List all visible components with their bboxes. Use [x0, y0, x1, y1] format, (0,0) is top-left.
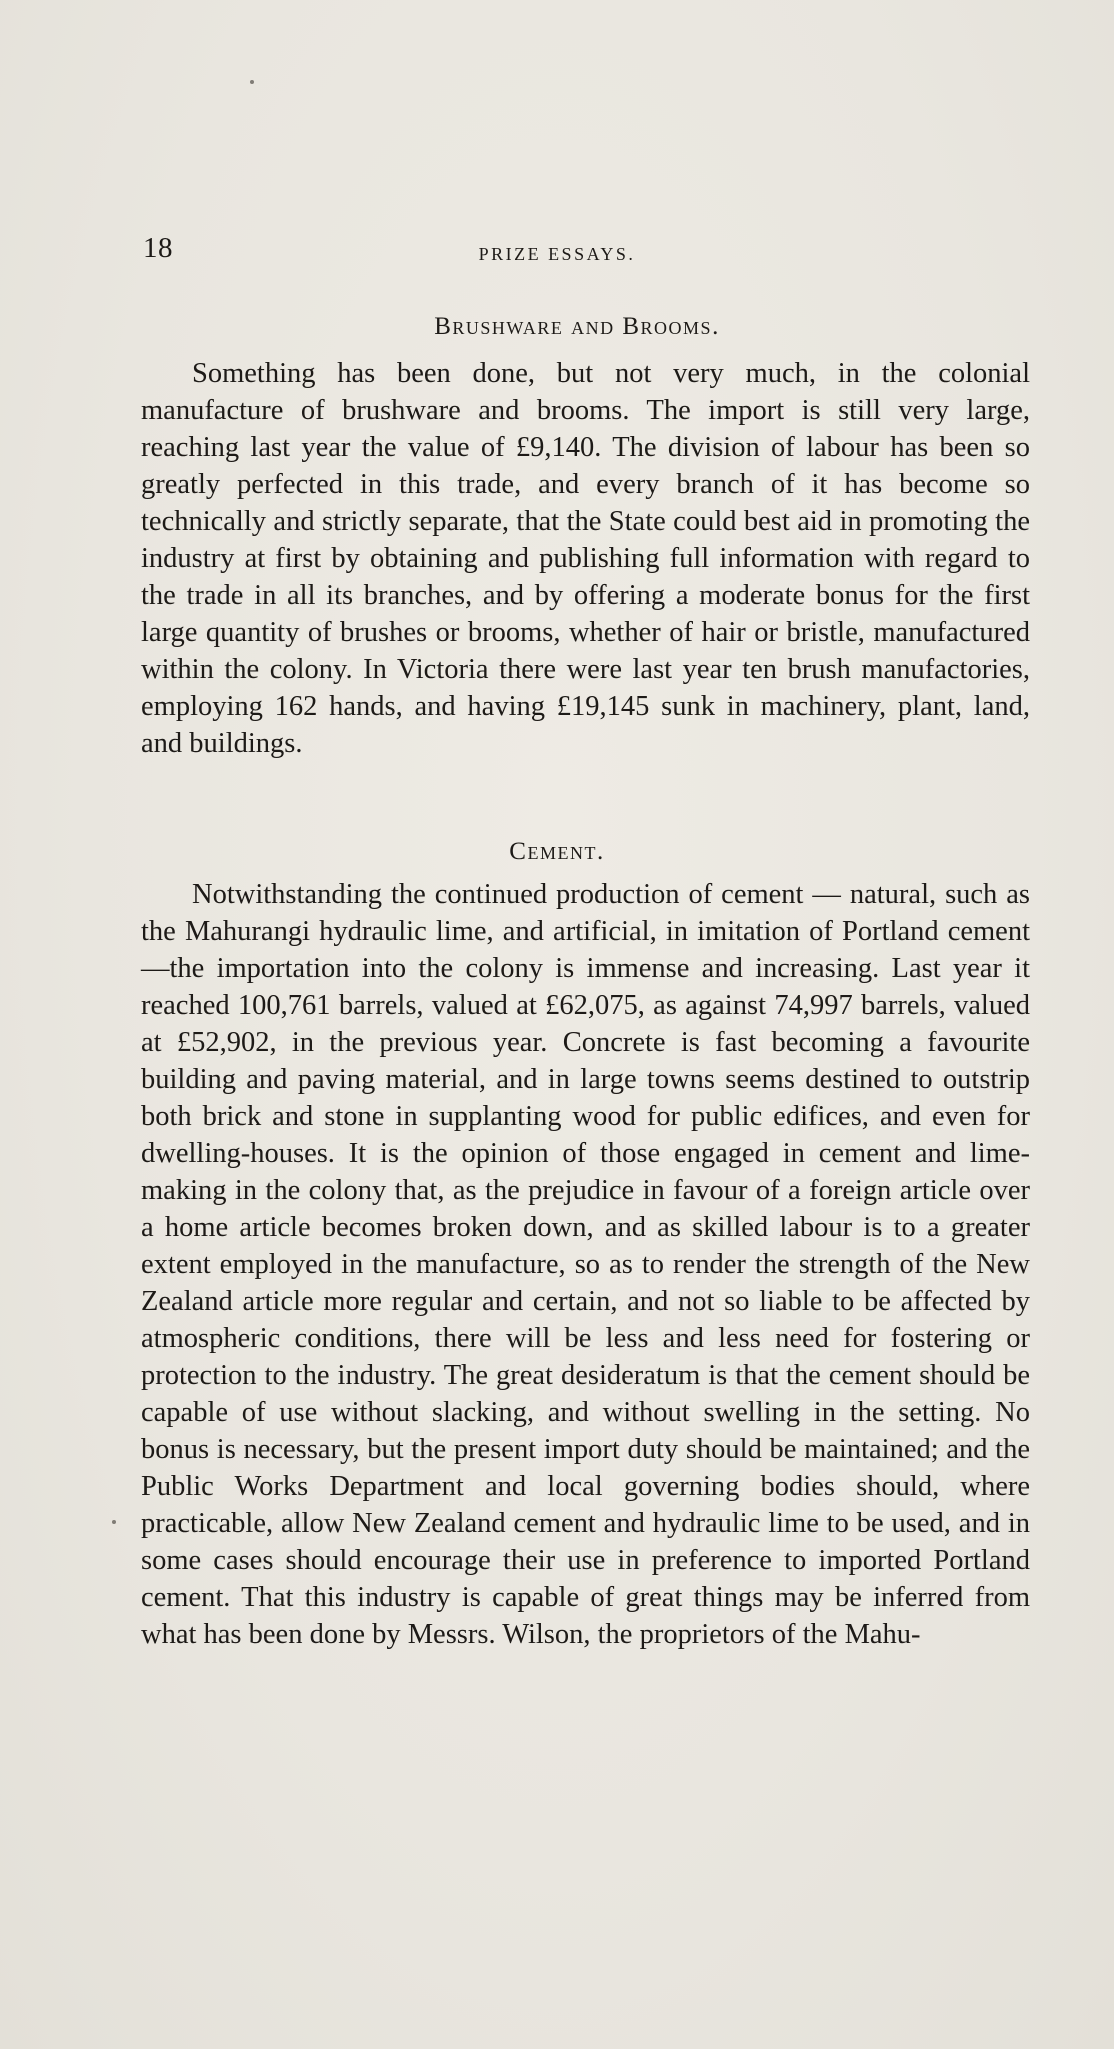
section-heading-cement: Cement. [509, 838, 605, 865]
running-head: PRIZE ESSAYS. [478, 244, 636, 264]
page-number: 18 [143, 232, 173, 264]
paragraph-text: Notwithstanding the continued production of cement — natural, such as the Mahurangi hydraulic lime, and artificial, in imitation of Portland cement—the importation into the colony is immense and increasing. Last year it reached 100,761 barrels, valued at £62,075, as against 74,997 barrels, valued at £52,902, in the previous year. Concrete is fast becoming a favourite building and paving material, and in large towns seems destined to outstrip both brick and stone in supplanting wood for public edifices, and even for dwelling-houses. It is the opinion of those engaged in cement and lime-making in the colony that, as the prejudice in favour of a foreign article over a home article becomes broken down, and as skilled labour is to a greater extent employed in the manufacture, so as to render the strength of the New Zealand article more regular and certain, and not so liable to be affected by atmospheric conditions, there will be less and less need for fostering or protection to the industry. The great desideratum is that the cement should be capable of use without slacking, and without swelling in the setting. No bonus is necessary, but the present import duty should be maintained; and the Public Works Department and local governing bodies should, where practicable, allow New Zealand cement and hydraulic lime to be used, and in some cases should encourage their use in preference to imported Portland cement. That this industry is capable of great things may be inferred from what has been done by Messrs. Wilson, the proprietors of the Mahu- [141, 879, 1030, 1650]
paragraph-brushware [141, 355, 1030, 762]
paragraph-text: Something has been done, but not very much, in the colonial manufacture of brushware and brooms. The import is still very large, reaching last year the value of £9,140. The division of labour has been so greatly perfected in this trade, and every branch of it has become so technically and strictly separate, that the State could best aid in promoting the industry at first by obtaining and publishing full information with regard to the trade in all its branches, and by offering a moderate bonus for the first large quantity of brushes or brooms, whether of hair or bristle, manufactured within the colony. In Victoria there were last year ten brush manufactories, employing 162 hands, and having £19,145 sunk in machinery, plant, land, and buildings. [141, 358, 1030, 759]
section-heading-brushware: Brushware and Brooms. [434, 313, 720, 340]
paper-speck [112, 1520, 116, 1524]
paragraph-cement [141, 876, 1030, 1653]
paper-speck [250, 80, 254, 84]
